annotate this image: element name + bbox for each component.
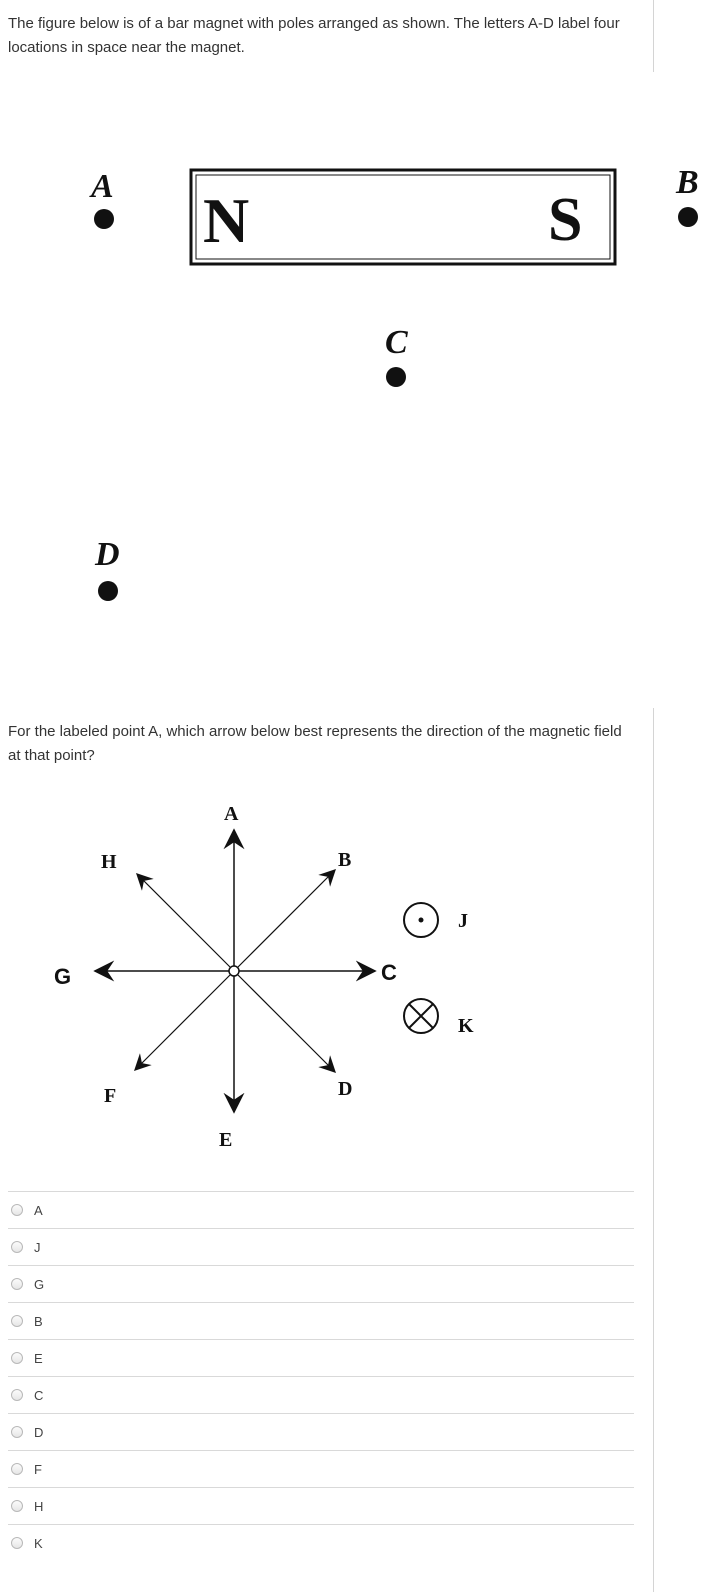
into-page-label: K (458, 1015, 474, 1037)
arrow-f (135, 975, 230, 1070)
arrow-c-label: C (381, 960, 397, 985)
out-of-page-label: J (458, 910, 468, 932)
point-d-label: D (95, 536, 120, 573)
intro-text: The figure below is of a bar magnet with poles arranged as shown. The letters A-D label four locations in space near the magnet. (8, 15, 620, 56)
arrow-d-label: D (338, 1078, 353, 1100)
option-k[interactable] (8, 1524, 634, 1561)
right-divider-top (653, 0, 654, 72)
option-h[interactable] (8, 1487, 634, 1524)
point-a-dot (94, 209, 114, 229)
option-f[interactable] (8, 1450, 634, 1487)
north-pole-label: N (203, 185, 250, 256)
magnet-figure (0, 80, 721, 700)
option-b[interactable] (8, 1302, 634, 1339)
point-b-label: B (676, 164, 699, 201)
arrow-center (229, 966, 239, 976)
arrow-figure (0, 790, 721, 1160)
point-b-dot (678, 207, 698, 227)
option-label: F (34, 1461, 42, 1477)
radio-button[interactable] (11, 1389, 23, 1401)
radio-button[interactable] (11, 1463, 23, 1475)
option-d[interactable] (8, 1413, 634, 1450)
option-j[interactable] (8, 1228, 634, 1265)
option-label: E (34, 1350, 43, 1366)
option-label: A (34, 1202, 43, 1218)
arrow-f-label: F (104, 1085, 117, 1107)
point-a-label: A (91, 168, 114, 205)
option-a[interactable] (8, 1191, 634, 1228)
option-e[interactable] (8, 1339, 634, 1376)
arrow-b (238, 870, 335, 967)
arrow-h-label: H (101, 851, 117, 873)
arrow-d (238, 975, 335, 1072)
south-pole-label: S (548, 186, 583, 254)
radio-button[interactable] (11, 1204, 23, 1216)
option-c[interactable] (8, 1376, 634, 1413)
arrow-h (137, 874, 230, 967)
arrow-e-label: E (219, 1129, 233, 1151)
option-label: D (34, 1424, 44, 1440)
option-label: J (34, 1239, 41, 1255)
radio-button[interactable] (11, 1500, 23, 1512)
radio-button[interactable] (11, 1241, 23, 1253)
answer-options (8, 1191, 634, 1561)
radio-button[interactable] (11, 1426, 23, 1438)
radio-button[interactable] (11, 1352, 23, 1364)
option-label: H (34, 1498, 44, 1514)
option-label: G (34, 1276, 45, 1292)
option-label: B (34, 1313, 43, 1329)
point-c-label: C (385, 324, 408, 361)
arrow-a-label: A (224, 803, 239, 825)
radio-button[interactable] (11, 1278, 23, 1290)
radio-button[interactable] (11, 1537, 23, 1549)
point-d-dot (98, 581, 118, 601)
option-label: K (34, 1535, 43, 1551)
radio-button[interactable] (11, 1315, 23, 1327)
question-text: For the labeled point A, which arrow below best represents the direction of the magnetic field at that point? (8, 723, 622, 764)
option-g[interactable] (8, 1265, 634, 1302)
arrow-b-label: B (338, 849, 352, 871)
arrow-g-label: G (54, 964, 72, 989)
point-c-dot (386, 367, 406, 387)
option-label: C (34, 1387, 44, 1403)
